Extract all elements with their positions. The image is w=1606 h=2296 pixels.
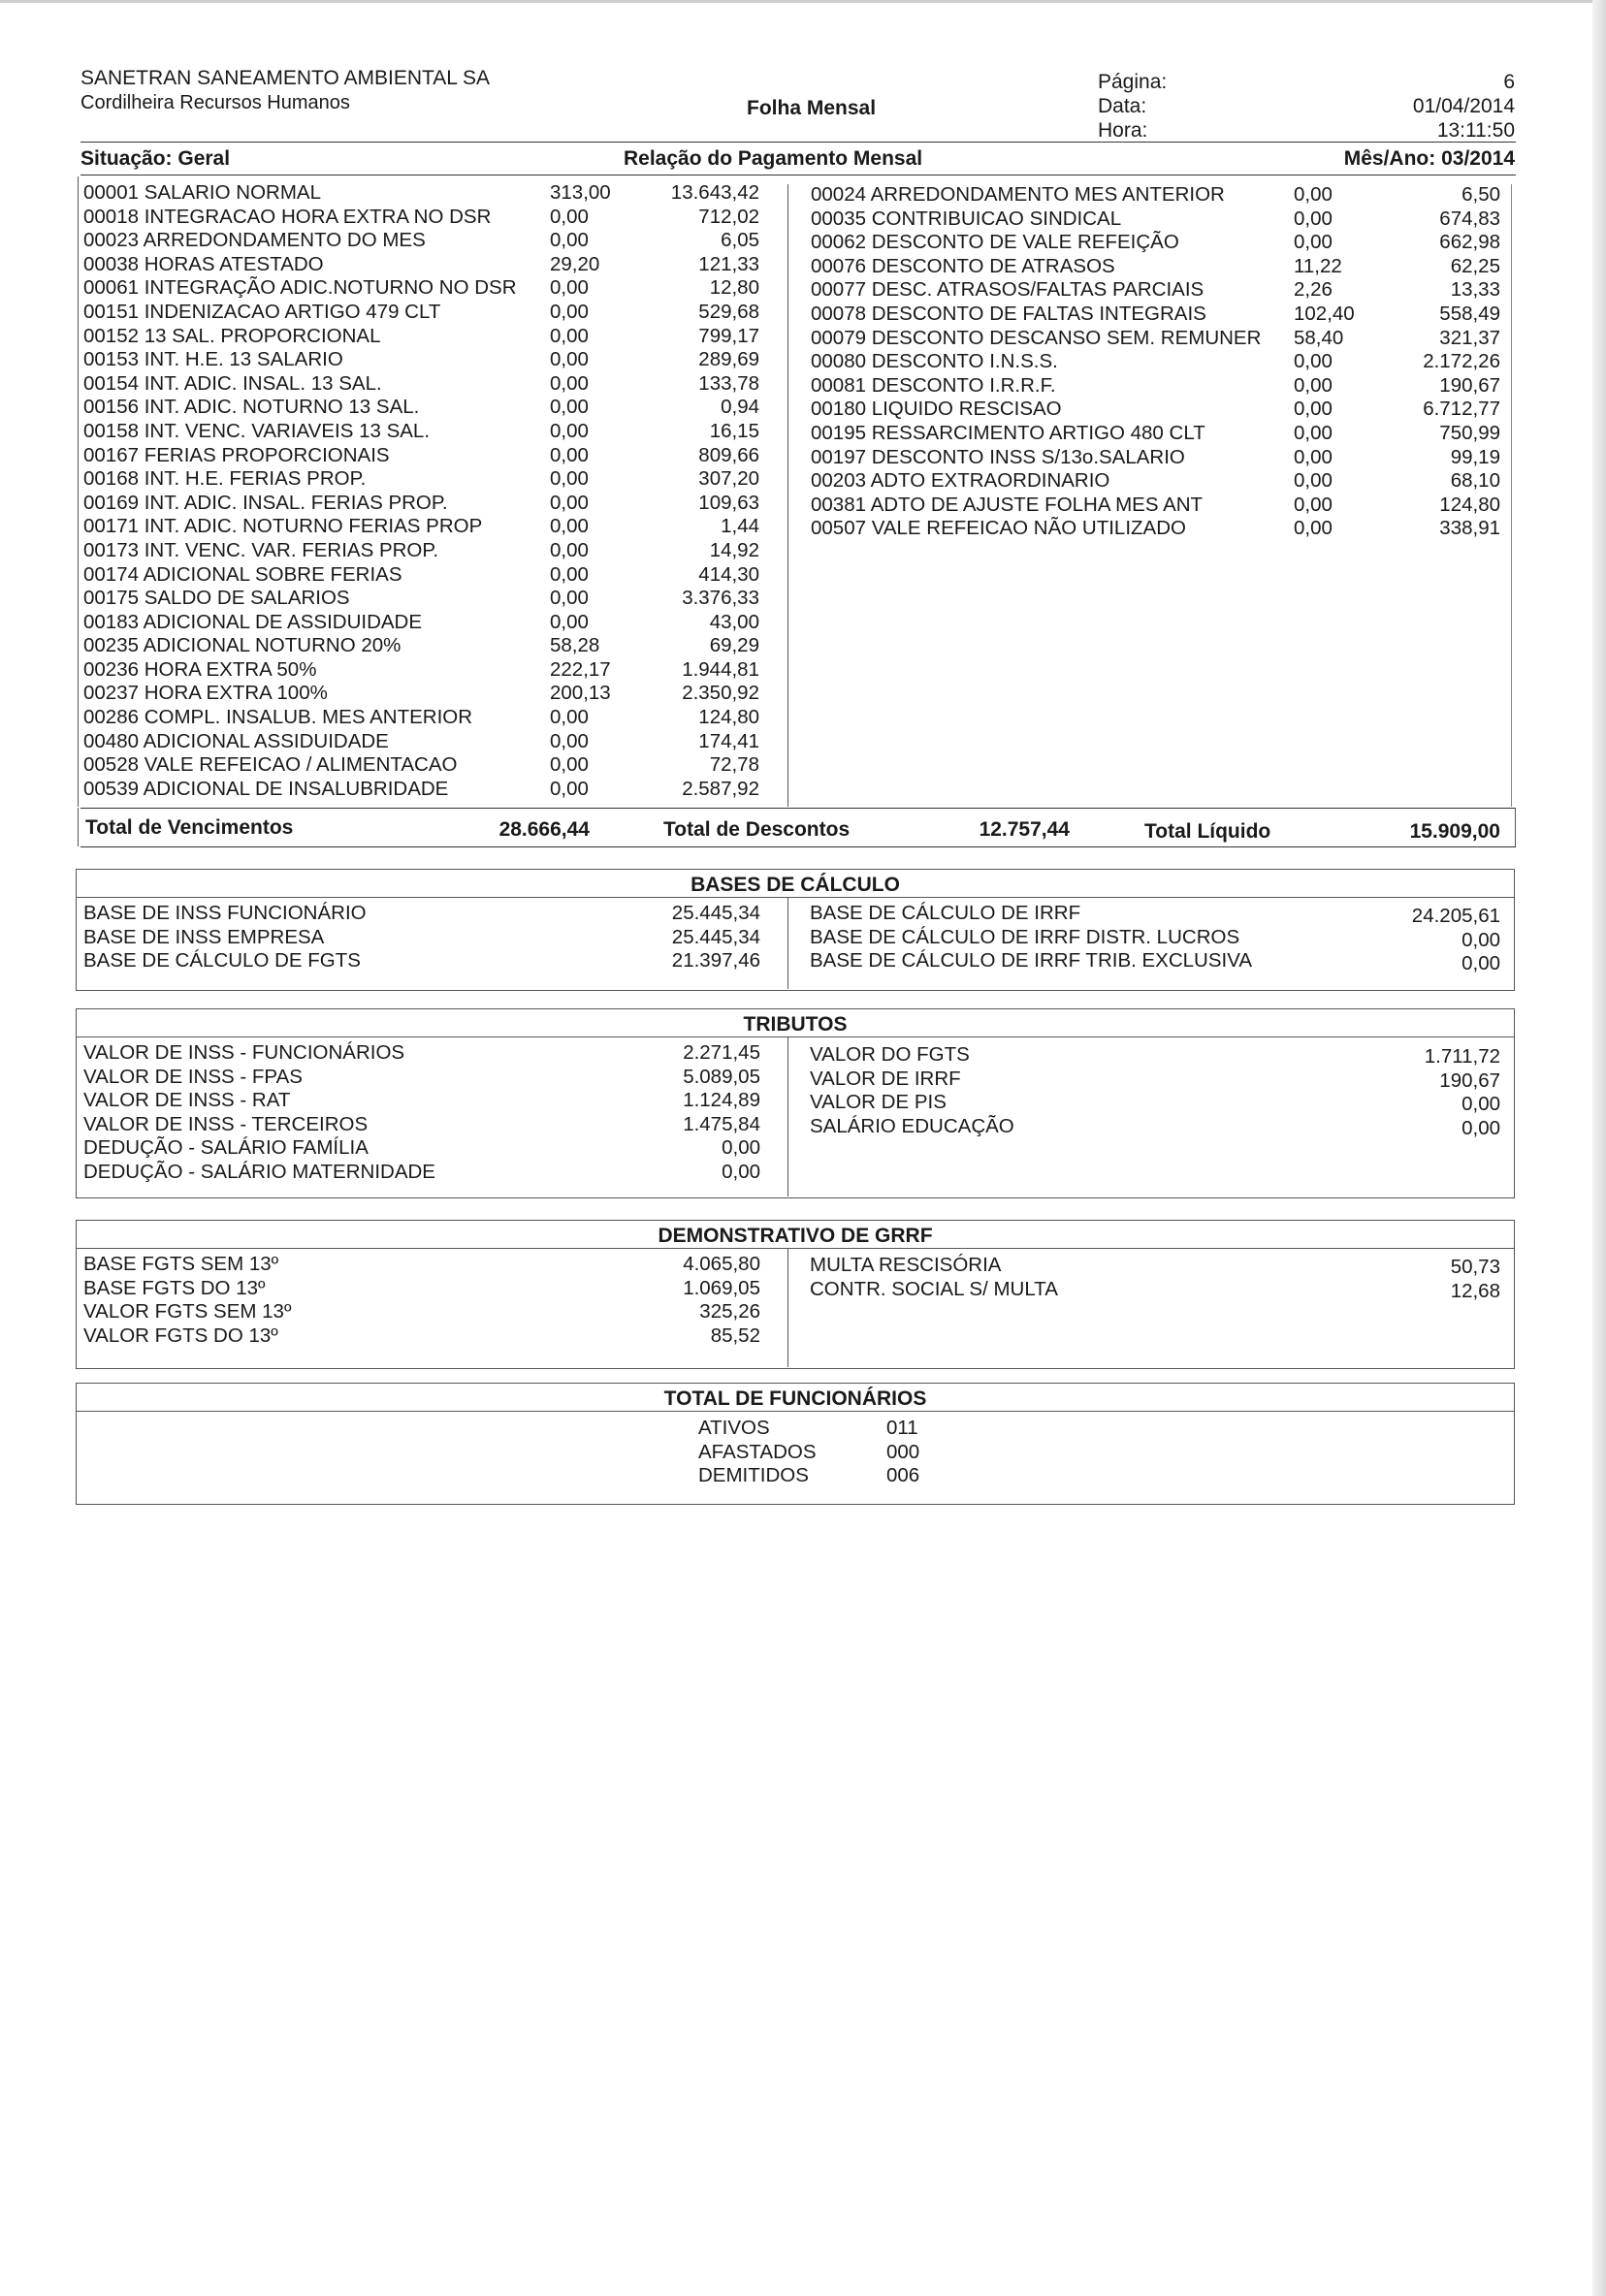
desconto-desc: 00203 ADTO EXTRAORDINARIO [811,469,1110,493]
tributo-value: 0,00 [722,1136,760,1160]
desconto-desc: 00035 CONTRIBUICAO SINDICAL [811,207,1122,230]
grrf-label: MULTA RESCISÓRIA [810,1254,1002,1276]
grrf-left-labels [83,1253,568,1348]
vencimento-valor: 2.587,92 [682,777,759,800]
vencimento-ref: 0,00 [550,443,589,466]
company-name: SANETRAN SANEAMENTO AMBIENTAL SA [80,67,491,89]
vencimento-valor: 14,92 [709,538,759,561]
vencimento-ref: 0,00 [550,777,589,800]
funcionario-label: DEMITIDOS [698,1464,809,1487]
funcionario-count: 006 [886,1464,920,1487]
vencimento-desc: 00173 INT. VENC. VAR. FERIAS PROP. [83,538,439,561]
time-label: Hora: [1098,119,1148,142]
vencimento-valor: 121,33 [698,252,759,275]
vencimento-valor: 529,68 [698,300,759,323]
grrf-value: 4.065,80 [683,1253,760,1275]
scan-right-edge [1592,0,1606,2296]
desconto-valor: 321,37 [1439,326,1500,349]
bases-right-values [1357,905,1500,976]
desconto-desc: 00197 DESCONTO INSS S/13o.SALARIO [811,445,1185,468]
tributo-label: VALOR DE INSS - FUNCIONÁRIOS [83,1041,405,1064]
vencimento-valor: 712,02 [698,205,759,228]
desconto-desc: 00180 LIQUIDO RESCISAO [811,398,1062,421]
desconto-desc: 00077 DESC. ATRASOS/FALTAS PARCIAIS [811,278,1204,302]
vencimento-desc: 00151 INDENIZACAO ARTIGO 479 CLT [83,300,441,323]
desconto-valor: 99,19 [1450,445,1500,468]
section-title-rule [77,897,1514,898]
situacao-label: Situação: Geral [80,147,231,170]
section-divider [787,1249,788,1367]
vencimento-desc: 00023 ARREDONDAMENTO DO MES [83,229,426,252]
vencimento-ref: 0,00 [550,538,589,561]
tributo-value: 1.711,72 [1424,1045,1500,1068]
bases-left-labels [83,902,568,973]
tributo-label: VALOR DE IRRF [810,1067,961,1090]
vencimento-valor: 69,29 [709,634,759,657]
section-title-rule [77,1036,1514,1037]
grrf-value: 50,73 [1450,1256,1500,1278]
grrf-label: BASE FGTS SEM 13º [83,1253,279,1275]
tributo-label: DEDUÇÃO - SALÁRIO MATERNIDADE [83,1160,435,1183]
tributos-right-labels [810,1043,1353,1138]
grrf-label: BASE FGTS DO 13º [83,1276,266,1299]
vencimentos-refs [550,181,637,801]
vencimento-desc: 00167 FERIAS PROPORCIONAIS [83,443,390,466]
vencimento-desc: 00158 INT. VENC. VARIAVEIS 13 SAL. [83,419,431,442]
desconto-valor: 750,99 [1439,421,1500,444]
desconto-valor: 674,83 [1439,207,1500,230]
tributo-value: 1.475,84 [683,1112,760,1135]
total-descontos-label: Total de Descontos [663,818,851,841]
funcionarios-title: TOTAL DE FUNCIONÁRIOS [663,1387,927,1410]
vencimento-ref: 0,00 [550,396,589,419]
section-title-rule [77,1248,1514,1249]
page-number: 6 [1503,71,1515,93]
desconto-desc: 00024 ARREDONDAMENTO MES ANTERIOR [811,183,1225,206]
base-value: 0,00 [1461,952,1500,975]
section-divider [787,898,788,989]
funcionarios-values [886,1417,964,1488]
vencimento-ref: 0,00 [550,729,589,752]
desconto-desc: 00381 ADTO DE AJUSTE FOLHA MES ANT [811,493,1204,516]
desconto-valor: 6.712,77 [1423,398,1500,421]
page-label: Página: [1098,71,1168,93]
vencimento-valor: 414,30 [698,562,759,586]
vencimento-valor: 0,94 [721,396,759,419]
vencimento-valor: 289,69 [698,348,759,371]
tributos-left-values [620,1041,760,1185]
bases-calculo-title: BASES DE CÁLCULO [691,874,900,896]
tributo-value: 1.124,89 [683,1089,760,1112]
vencimento-valor: 16,15 [709,419,759,442]
base-value: 25.445,34 [671,925,760,948]
descontos-values [1387,183,1500,541]
desconto-ref: 0,00 [1294,469,1333,493]
tributos-right-values [1357,1045,1500,1140]
tributo-label: VALOR DO FGTS [810,1043,970,1066]
vencimento-valor: 13.643,42 [670,181,759,204]
grrf-label: VALOR FGTS DO 13º [83,1323,278,1347]
desconto-ref: 2,26 [1294,278,1333,302]
desconto-valor: 62,25 [1450,254,1500,277]
vencimento-ref: 29,20 [550,252,600,275]
vencimento-valor: 12,80 [709,276,759,300]
funcionarios-labels [698,1417,853,1488]
bases-left-values [620,902,760,973]
descontos-refs [1294,183,1381,541]
desconto-ref: 0,00 [1294,373,1333,397]
desconto-ref: 0,00 [1294,445,1333,468]
vencimento-desc: 00237 HORA EXTRA 100% [83,682,328,705]
desconto-desc: 00078 DESCONTO DE FALTAS INTEGRAIS [811,302,1206,325]
vencimento-valor: 109,63 [698,491,759,514]
vencimento-ref: 0,00 [550,753,589,777]
grrf-value: 325,26 [699,1300,760,1323]
desconto-valor: 558,49 [1439,302,1500,325]
vencimento-ref: 313,00 [550,181,611,204]
vencimento-desc: 00236 HORA EXTRA 50% [83,657,317,681]
vencimento-desc: 00001 SALARIO NORMAL [83,181,321,204]
desconto-ref: 0,00 [1294,493,1333,516]
total-vencimentos-value: 28.666,44 [498,818,590,841]
section-title-rule [77,1411,1514,1412]
desconto-valor: 190,67 [1439,373,1500,397]
vencimento-valor: 43,00 [709,610,759,633]
vencimento-ref: 0,00 [550,562,589,586]
relacao-title: Relação do Pagamento Mensal [624,147,923,170]
mes-ano-label: Mês/Ano: 03/2014 [1343,147,1515,170]
vencimento-valor: 799,17 [698,324,759,347]
vencimento-desc: 00286 COMPL. INSALUB. MES ANTERIOR [83,706,473,729]
tributos-section [76,1008,1515,1198]
report-time: 13:11:50 [1436,119,1515,142]
tributo-label: VALOR DE PIS [810,1091,947,1114]
tributo-label: SALÁRIO EDUCAÇÃO [810,1114,1014,1137]
vencimento-ref: 222,17 [550,657,611,681]
total-liquido-value: 15.909,00 [1409,820,1500,843]
desconto-desc: 00076 DESCONTO DE ATRASOS [811,254,1115,277]
total-descontos-value: 12.757,44 [979,818,1070,841]
base-label: BASE DE CÁLCULO DE IRRF TRIB. EXCLUSIVA [810,949,1253,973]
grrf-title: DEMONSTRATIVO DE GRRF [658,1225,933,1247]
table-center-divider [787,184,788,807]
scan-top-edge [0,0,1606,3]
vencimento-ref: 0,00 [550,610,589,633]
vencimento-ref: 0,00 [550,371,589,395]
vencimento-ref: 0,00 [550,348,589,371]
desconto-desc: 00507 VALE REFEICAO NÃO UTILIZADO [811,517,1186,540]
vencimento-ref: 0,00 [550,515,589,538]
vencimento-desc: 00480 ADICIONAL ASSIDUIDADE [83,729,389,752]
desconto-ref: 0,00 [1294,183,1333,206]
total-liquido-label: Total Líquido [1144,820,1271,843]
tributo-label: VALOR DE INSS - TERCEIROS [83,1112,369,1135]
vencimento-ref: 0,00 [550,205,589,228]
base-label: BASE DE CÁLCULO DE FGTS [83,949,361,973]
grrf-value: 12,68 [1450,1279,1500,1302]
funcionarios-section [76,1383,1515,1505]
desconto-valor: 2.172,26 [1423,350,1500,373]
tributo-label: VALOR DE INSS - RAT [83,1089,291,1112]
date-label: Data: [1098,95,1147,117]
desconto-valor: 662,98 [1439,231,1500,254]
report-title: Folha Mensal [747,97,877,119]
base-value: 21.397,46 [671,949,760,973]
report-date: 01/04/2014 [1412,95,1515,117]
base-value: 24.205,61 [1411,905,1500,927]
tributos-title: TRIBUTOS [743,1013,848,1036]
grrf-label: CONTR. SOCIAL S/ MULTA [810,1277,1058,1300]
tributo-value: 0,00 [1461,1093,1500,1116]
vencimento-desc: 00168 INT. H.E. FERIAS PROP. [83,467,367,491]
tributo-value: 2.271,45 [683,1041,760,1064]
vencimento-ref: 0,00 [550,467,589,491]
base-label: BASE DE INSS FUNCIONÁRIO [83,902,367,924]
vencimento-ref: 0,00 [550,491,589,514]
vencimento-ref: 0,00 [550,300,589,323]
grrf-left-values [620,1253,760,1348]
vencimento-desc: 00539 ADICIONAL DE INSALUBRIDADE [83,777,449,800]
tributo-value: 0,00 [1461,1116,1500,1139]
base-value: 25.445,34 [671,902,760,924]
grrf-label: VALOR FGTS SEM 13º [83,1300,292,1323]
base-value: 0,00 [1461,928,1500,951]
desconto-ref: 0,00 [1294,350,1333,373]
company-subtitle: Cordilheira Recursos Humanos [80,92,350,113]
desconto-valor: 6,50 [1461,183,1500,206]
vencimento-desc: 00154 INT. ADIC. INSAL. 13 SAL. [83,371,382,395]
vencimento-ref: 0,00 [550,706,589,729]
vencimento-desc: 00175 SALDO DE SALARIOS [83,587,350,610]
table-left-border [78,176,79,807]
bases-calculo-section [76,869,1515,991]
desconto-ref: 11,22 [1294,254,1342,277]
grrf-right-labels [810,1254,1353,1301]
vencimento-valor: 2.350,92 [682,682,759,705]
tributo-label: DEDUÇÃO - SALÁRIO FAMÍLIA [83,1136,369,1160]
base-label: BASE DE CÁLCULO DE IRRF DISTR. LUCROS [810,925,1240,948]
tributo-value: 5.089,05 [683,1065,760,1088]
vencimento-desc: 00038 HORAS ATESTADO [83,252,324,275]
vencimento-ref: 0,00 [550,419,589,442]
totals-bottom-rule [80,846,1516,847]
tributos-left-labels [83,1041,568,1185]
funcionario-label: AFASTADOS [698,1440,817,1463]
vencimento-valor: 809,66 [698,443,759,466]
vencimentos-values [640,181,759,801]
desconto-ref: 102,40 [1294,302,1355,325]
section-divider [787,1037,788,1196]
vencimento-valor: 174,41 [698,729,759,752]
header-divider [80,142,1516,143]
desconto-ref: 58,40 [1294,326,1344,349]
vencimento-ref: 0,00 [550,587,589,610]
desconto-valor: 338,91 [1439,517,1500,540]
vencimento-desc: 00528 VALE REFEICAO / ALIMENTACAO [83,753,458,777]
funcionario-count: 011 [886,1417,918,1439]
grrf-value: 1.069,05 [683,1276,760,1299]
vencimento-desc: 00152 13 SAL. PROPORCIONAL [83,324,381,347]
totals-top-rule [80,808,1516,809]
vencimento-desc: 00235 ADICIONAL NOTURNO 20% [83,634,402,657]
vencimento-desc: 00169 INT. ADIC. INSAL. FERIAS PROP. [83,491,448,514]
table-right-border [1511,184,1512,807]
vencimento-desc: 00018 INTEGRACAO HORA EXTRA NO DSR [83,205,492,228]
base-label: BASE DE INSS EMPRESA [83,925,325,948]
vencimento-ref: 0,00 [550,229,589,252]
vencimentos-descriptions [83,181,559,801]
total-vencimentos-label: Total de Vencimentos [85,816,294,839]
grrf-section [76,1220,1515,1369]
desconto-ref: 0,00 [1294,398,1333,421]
totals-right-border [1515,808,1516,846]
desconto-ref: 0,00 [1294,207,1333,230]
vencimento-desc: 00156 INT. ADIC. NOTURNO 13 SAL. [83,396,420,419]
vencimento-valor: 6,05 [721,229,759,252]
vencimento-valor: 307,20 [698,467,759,491]
grrf-value: 85,52 [710,1323,760,1347]
vencimento-desc: 00174 ADICIONAL SOBRE FERIAS [83,562,402,586]
vencimento-valor: 72,78 [709,753,759,777]
desconto-valor: 68,10 [1450,469,1500,493]
desconto-ref: 0,00 [1294,517,1333,540]
desconto-desc: 00081 DESCONTO I.R.R.F. [811,373,1056,397]
vencimento-desc: 00171 INT. ADIC. NOTURNO FERIAS PROP [83,515,483,538]
desconto-desc: 00079 DESCONTO DESCANSO SEM. REMUNER [811,326,1262,349]
totals-left-border [78,808,79,846]
desconto-ref: 0,00 [1294,231,1333,254]
vencimento-valor: 3.376,33 [682,587,759,610]
funcionario-count: 000 [886,1440,920,1463]
vencimento-valor: 1,44 [721,515,759,538]
grrf-right-values [1357,1256,1500,1303]
tributo-label: VALOR DE INSS - FPAS [83,1065,303,1088]
desconto-ref: 0,00 [1294,421,1333,444]
descontos-descriptions [811,183,1296,541]
vencimento-ref: 0,00 [550,276,589,300]
desconto-desc: 00195 RESSARCIMENTO ARTIGO 480 CLT [811,421,1205,444]
vencimento-valor: 124,80 [698,706,759,729]
base-label: BASE DE CÁLCULO DE IRRF [810,902,1081,924]
tributo-value: 0,00 [722,1160,760,1183]
bases-right-labels [810,902,1353,973]
desconto-valor: 124,80 [1439,493,1500,516]
vencimento-desc: 00061 INTEGRAÇÃO ADIC.NOTURNO NO DSR [83,276,517,300]
desconto-valor: 13,33 [1450,278,1500,302]
vencimento-ref: 200,13 [550,682,611,705]
funcionario-label: ATIVOS [698,1417,770,1439]
desconto-desc: 00080 DESCONTO I.N.S.S. [811,350,1058,373]
tributo-value: 190,67 [1439,1068,1500,1092]
vencimento-ref: 0,00 [550,324,589,347]
vencimento-desc: 00183 ADICIONAL DE ASSIDUIDADE [83,610,423,633]
vencimento-valor: 133,78 [698,371,759,395]
vencimento-desc: 00153 INT. H.E. 13 SALARIO [83,348,343,371]
vencimento-valor: 1.944,81 [682,657,759,681]
desconto-desc: 00062 DESCONTO DE VALE REFEIÇÃO [811,231,1179,254]
vencimento-ref: 58,28 [550,634,600,657]
